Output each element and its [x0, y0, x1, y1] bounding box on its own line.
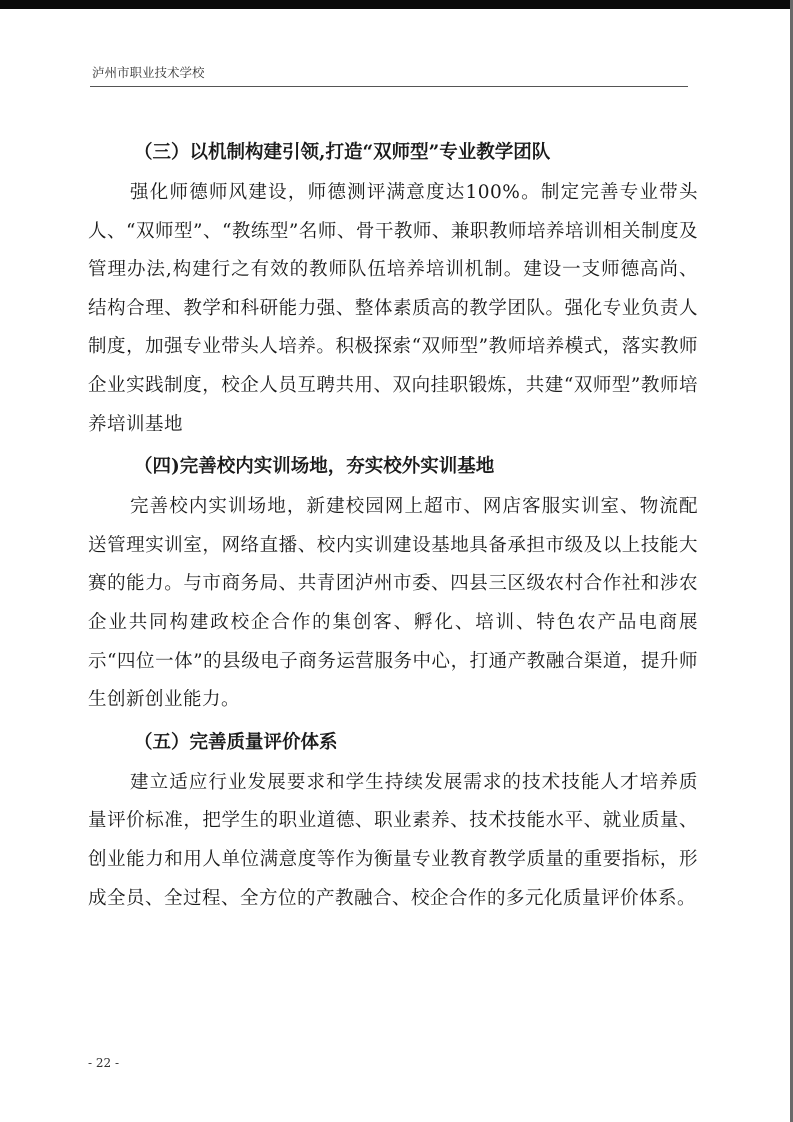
- section-paragraph-4: 完善校内实训场地，新建校园网上超市、网店客服实训室、物流配送管理实训室，网络直播、校内实训建设基地具备承担市级及以上技能大赛的能力。与市商务局、共青团泸州市委、四县三区级农村合作社和涉农企业共同构建政校企合作的集创客、孵化、培训、特色农产品电商展示“四位一体”的县级电子商务运营服务中心，打通产教融合渠道，提升师生创新创业能力。: [88, 496, 698, 711]
- section-heading-4: （四)完善校内实训场地，夯实校外实训基地: [134, 456, 495, 478]
- running-header: 泸州市职业技术学校: [92, 65, 205, 80]
- page-body: [88, 132, 698, 918]
- section-heading-3: （三）以机制构建引领,打造“双师型”专业教学团队: [134, 142, 551, 163]
- section-paragraph-3: 强化师德师风建设，师德测评满意度达100%。制定完善专业带头人、“双师型”、“教练型”名师、骨干教师、兼职教师培养培训相关制度及管理办法,构建行之有效的教师队伍培养培训机制。建设一支师德高尚、结构合理、教学和科研能力强、整体素质高的教学团队。强化专业负责人制度，加强专业带头人培养。积极探索“双师型”教师培养模式，落实教师企业实践制度，校企人员互聘共用、双向挂职锻炼，共建“双师型”教师培养培训基地: [88, 182, 698, 435]
- section-heading-5: （五）完善质量评价体系: [134, 731, 338, 753]
- page-number: - 22 -: [88, 1056, 120, 1070]
- scan-border-top: [0, 0, 793, 9]
- section-paragraph-5: 建立适应行业发展要求和学生持续发展需求的技术技能人才培养质量评价标准，把学生的职业道德、职业素养、技术技能水平、就业质量、创业能力和用人单位满意度等作为衡量专业教育教学质量的重要指标，形成全员、全过程、全方位的产教融合、校企合作的多元化质量评价体系。: [88, 771, 698, 909]
- header-rule: [90, 86, 688, 87]
